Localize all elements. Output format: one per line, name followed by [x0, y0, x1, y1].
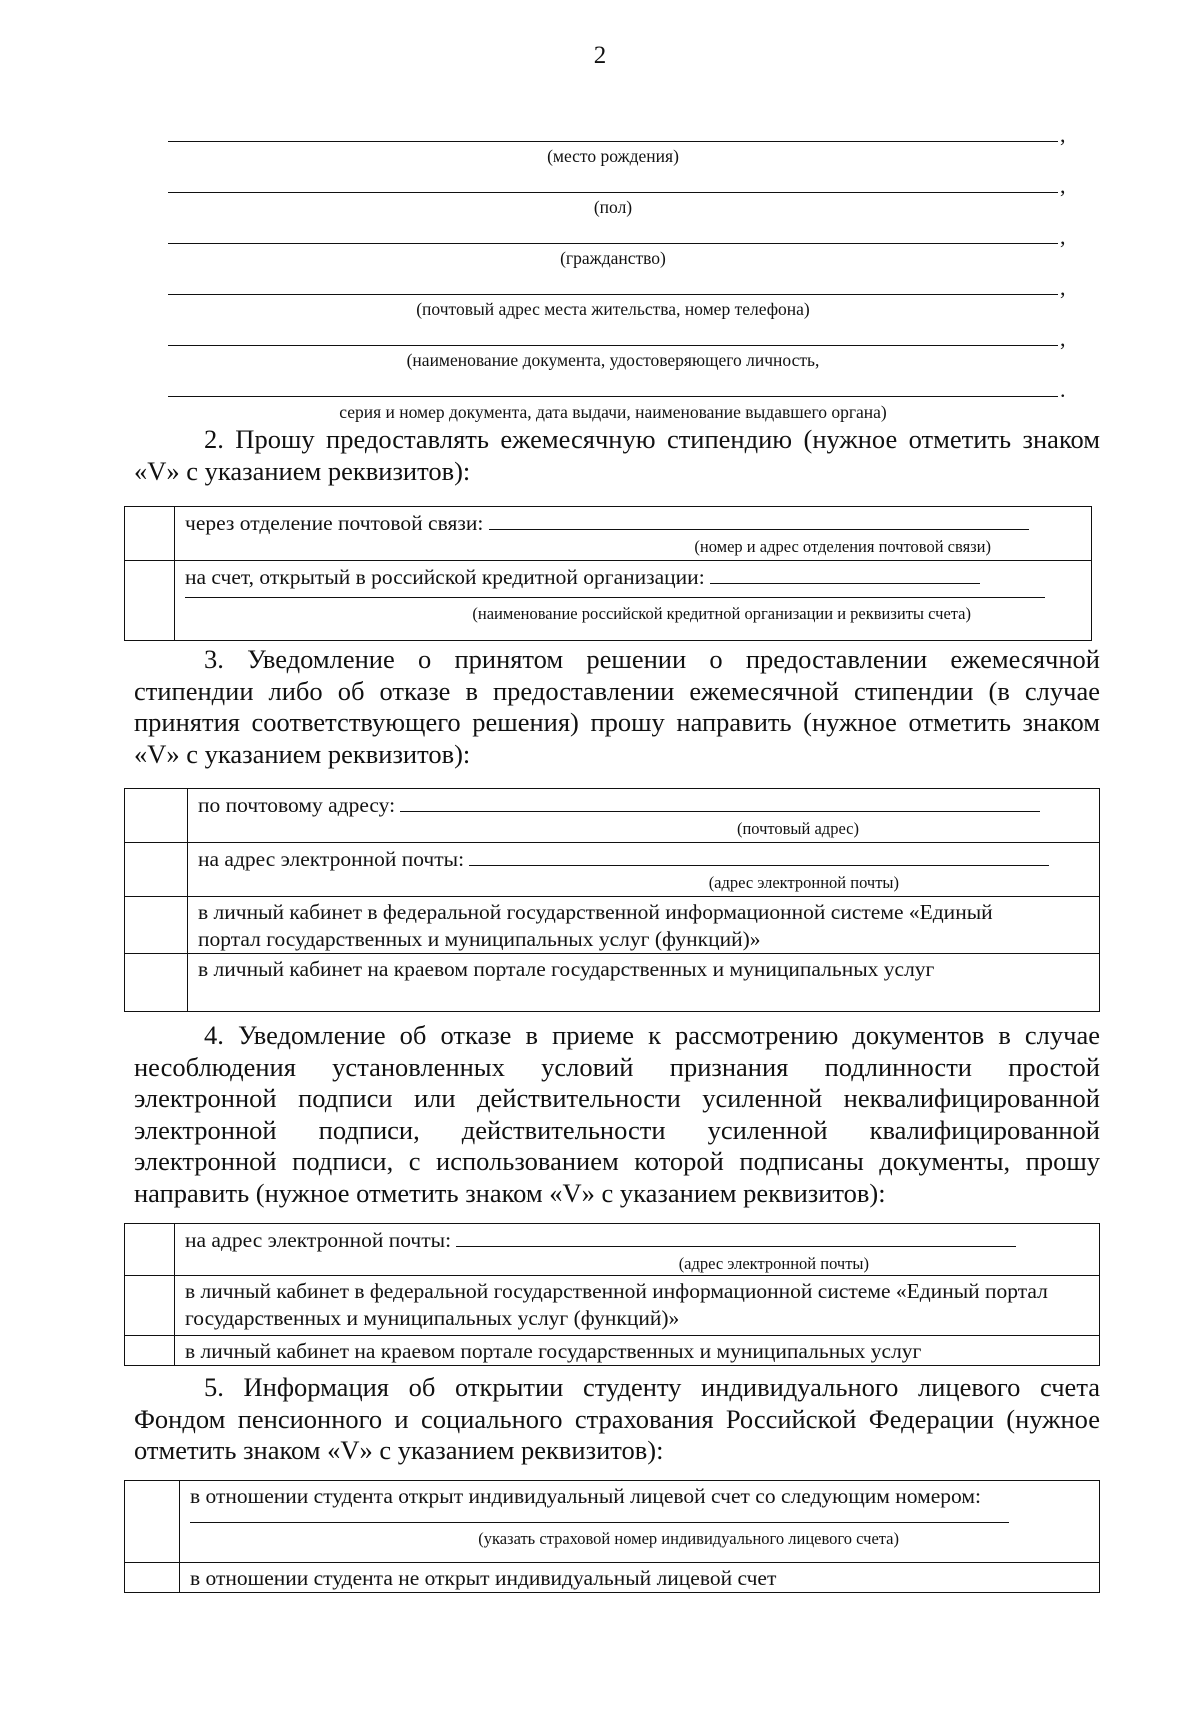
section-2-text: 2. Прошу предоставлять ежемесячную стипендию (нужное отметить знаком «V» с указанием реквизитов): — [134, 424, 1100, 486]
bank-details-line[interactable] — [185, 591, 1045, 598]
email-input-line[interactable] — [456, 1226, 1016, 1247]
rejection-notification-table — [124, 1223, 1100, 1366]
option-regional-portal — [188, 954, 1100, 1012]
birthplace-caption: (место рождения) — [547, 146, 679, 166]
postal-address-input-line[interactable] — [400, 791, 1040, 812]
checkbox-regional-portal[interactable] — [125, 954, 188, 1012]
page-number: 2 — [593, 42, 607, 69]
option-label: в личный кабинет на краевом портале государственных и муниципальных услуг — [185, 1339, 922, 1363]
id-document-caption: (наименование документа, удостоверяющего личность, — [406, 350, 820, 370]
gender-line[interactable] — [168, 192, 1058, 193]
option-gosuslugi — [188, 897, 1100, 954]
option-label: по почтовому адресу: — [198, 793, 396, 817]
option-post-office — [175, 507, 1092, 561]
id-details-line[interactable] — [168, 396, 1058, 397]
option-label: на адрес электронной почты: — [198, 847, 465, 871]
option-caption: (указать страховой номер индивидуального лицевого счета) — [478, 1529, 899, 1548]
option-bank-account — [175, 561, 1092, 641]
line-end-mark: , — [1060, 224, 1066, 249]
bank-input-line[interactable] — [710, 563, 980, 584]
option-label: в отношении студента не открыт индивидуальный лицевой счет — [190, 1566, 777, 1590]
gender-caption: (пол) — [593, 197, 633, 217]
line-end-mark: , — [1060, 173, 1066, 198]
post-office-input-line[interactable] — [489, 509, 1029, 530]
checkbox-postal-address[interactable] — [125, 789, 188, 843]
checkbox-post-office[interactable] — [125, 507, 175, 561]
citizenship-line[interactable] — [168, 243, 1058, 244]
option-label: в личный кабинет в федеральной государственной информационной системе «Единый портал государственных и муниципальных услуг (функций)» — [198, 900, 993, 951]
line-end-mark: , — [1060, 122, 1066, 147]
option-label: на адрес электронной почты: — [185, 1228, 452, 1252]
option-account-opened — [180, 1481, 1100, 1563]
option-account-not-opened — [180, 1563, 1100, 1593]
option-email — [175, 1224, 1100, 1276]
section-4-text: 4. Уведомление об отказе в приеме к рассмотрению документов в случае несоблюдения установленных условий признания подлинности простой электронной подписи или действительности усиленной неквалифицированной электронной подписи, действительности усиленной квалифицированной электронной подписи, с использованием которой подписаны документы, прошу направить (нужное отметить знаком «V» с указанием реквизитов): — [134, 1020, 1100, 1208]
option-label: на счет, открытый в российской кредитной организации: — [185, 565, 705, 589]
stipend-method-table — [124, 506, 1092, 641]
checkbox-bank-account[interactable] — [125, 561, 175, 641]
decision-notification-table — [124, 788, 1100, 1012]
line-end-mark: , — [1060, 326, 1066, 351]
checkbox-account-not-opened[interactable] — [125, 1563, 180, 1593]
pension-account-table — [124, 1480, 1100, 1593]
option-caption: (адрес электронной почты) — [708, 873, 899, 892]
line-end-mark: . — [1060, 377, 1066, 402]
option-regional-portal — [175, 1336, 1100, 1366]
option-postal-address — [188, 789, 1100, 843]
citizenship-caption: (гражданство) — [560, 248, 666, 268]
option-caption: (почтовый адрес) — [736, 819, 859, 838]
checkbox-gosuslugi[interactable] — [125, 1276, 175, 1336]
option-caption: (адрес электронной почты) — [678, 1254, 869, 1273]
section-3-text: 3. Уведомление о принятом решении о предоставлении ежемесячной стипендии либо об отказе в предоставлении ежемесячной стипендии (в случае принятия соответствующего решения) прошу направить (нужное отметить знаком «V» с указанием реквизитов): — [134, 644, 1100, 769]
id-document-line[interactable] — [168, 345, 1058, 346]
line-end-mark: , — [1060, 275, 1066, 300]
checkbox-regional-portal[interactable] — [125, 1336, 175, 1366]
email-input-line[interactable] — [469, 845, 1049, 866]
option-label: через отделение почтовой связи: — [185, 511, 484, 535]
birthplace-line[interactable] — [168, 141, 1058, 142]
checkbox-email[interactable] — [125, 1224, 175, 1276]
option-label: в отношении студента открыт индивидуальный лицевой счет со следующим номером: — [190, 1484, 981, 1508]
address-phone-line[interactable] — [168, 294, 1058, 295]
address-phone-caption: (почтовый адрес места жительства, номер телефона) — [416, 299, 810, 319]
checkbox-email[interactable] — [125, 843, 188, 897]
id-details-caption: серия и номер документа, дата выдачи, наименование выдавшего органа) — [339, 402, 887, 422]
option-label: в личный кабинет в федеральной государственной информационной системе «Единый портал государственных и муниципальных услуг (функций)» — [185, 1279, 1048, 1330]
option-caption: (номер и адрес отделения почтовой связи) — [694, 537, 991, 556]
section-5-text: 5. Информация об открытии студенту индивидуального лицевого счета Фондом пенсионного и социального страхования Российской Федерации (нужное отметить знаком «V» с указанием реквизитов): — [134, 1372, 1100, 1465]
option-label: в личный кабинет на краевом портале государственных и муниципальных услуг — [198, 957, 935, 981]
option-caption: (наименование российской кредитной организации и реквизиты счета) — [472, 604, 971, 623]
snils-input-line[interactable] — [190, 1510, 1009, 1523]
checkbox-gosuslugi[interactable] — [125, 897, 188, 954]
option-gosuslugi — [175, 1276, 1100, 1336]
checkbox-account-opened[interactable] — [125, 1481, 180, 1563]
option-email — [188, 843, 1100, 897]
